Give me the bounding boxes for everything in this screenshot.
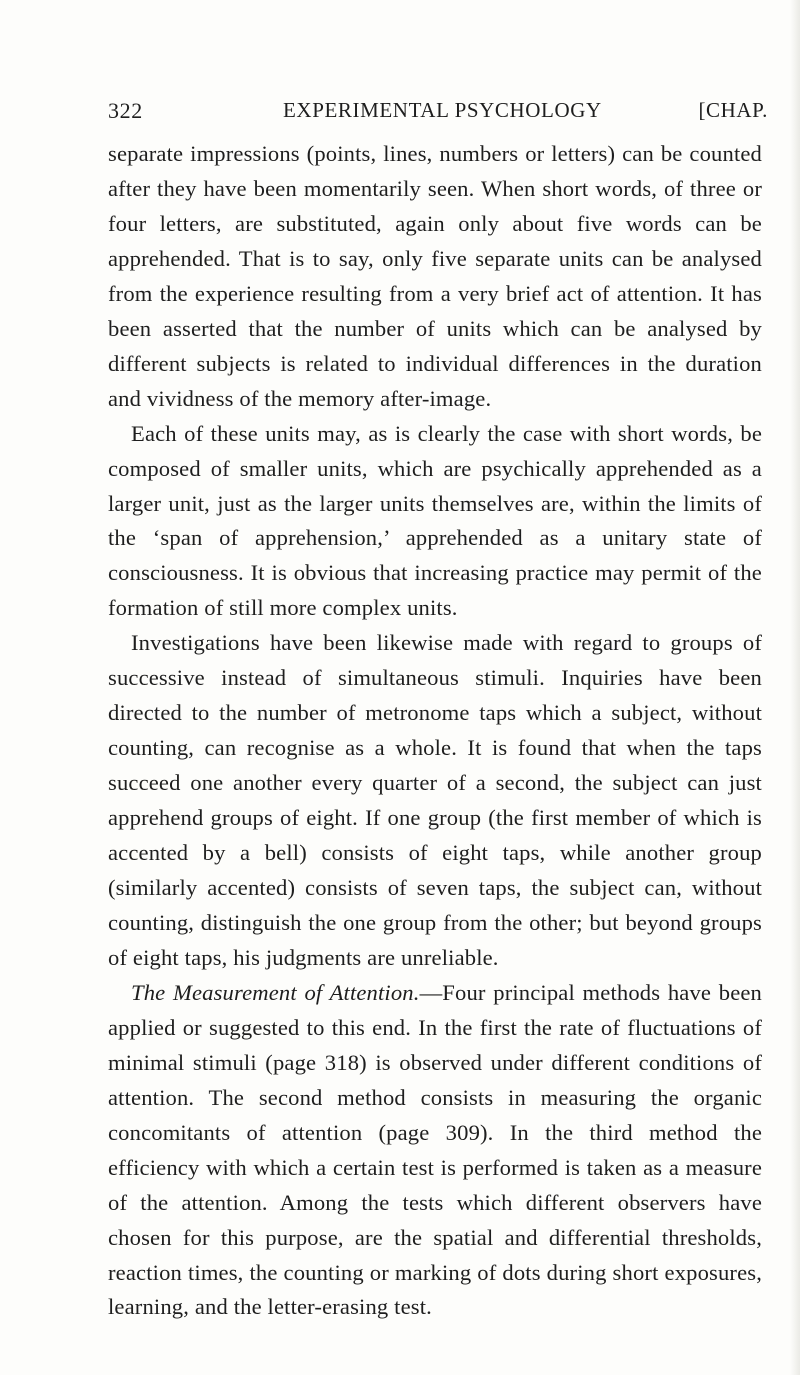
running-title: EXPERIMENTAL PSYCHOLOGY [283, 98, 602, 122]
body-text [108, 137, 762, 1325]
page-number: 322 [108, 98, 143, 123]
paragraph-successive-stimuli: Investigations have been likewise made with regard to groups of successive instead of simultaneous stimuli. Inquiries have been directed to the number of metronome taps which a subject, without counting, can recognise as a whole. It is found that when the taps succeed one another every quarter of a second, the subject can just apprehend groups of eight. If one group (the first member of which is accented by a bell) consists of eight taps, while another group (similarly accented) consists of seven taps, the subject can, without counting, distinguish the one group from the other; but beyond groups of eight taps, his judgments are unreliable. [108, 630, 762, 970]
section-heading: The Measurement of Attention. [131, 979, 420, 1005]
chapter-marker: [CHAP. [698, 98, 768, 122]
paragraph-measurement-text: —Four principal methods have been applied or suggested to this end. In the first the rate of fluctuations of minimal stimuli (page 318) is observed under different conditions of attention. The second method consists in measuring the organic concomitants of attention (page 309). In the third method the efficiency with which a certain test is performed is taken as a measure of the attention. Among the tests which different observers have chosen for this purpose, are the spatial and differential thresholds, reaction times, the counting or marking of dots during short exposures, learning, and the letter-erasing test. [108, 979, 762, 1320]
running-head [108, 98, 768, 128]
paragraph-measurement [108, 976, 762, 1326]
paragraph-units: Each of these units may, as is clearly the case with short words, be composed of smaller units, which are psychically apprehended as a larger unit, just as the larger units themselves are, within the limits of the ‘span of apprehension,’ apprehended as a unitary state of consciousness. It is obvious that increasing practice may permit of the formation of still more complex units. [108, 420, 762, 621]
paragraph-continuation: separate impressions (points, lines, numbers or letters) can be counted after they have been momentarily seen. When short words, of three or four letters, are substituted, again only about five words can be apprehended. That is to say, only five separate units can be analysed from the experience resulting from a very brief act of attention. It has been asserted that the number of units which can be analysed by different subjects is related to individual differences in the duration and vividness of the memory after-image. [108, 141, 762, 411]
page-edge-shadow [790, 0, 800, 1375]
